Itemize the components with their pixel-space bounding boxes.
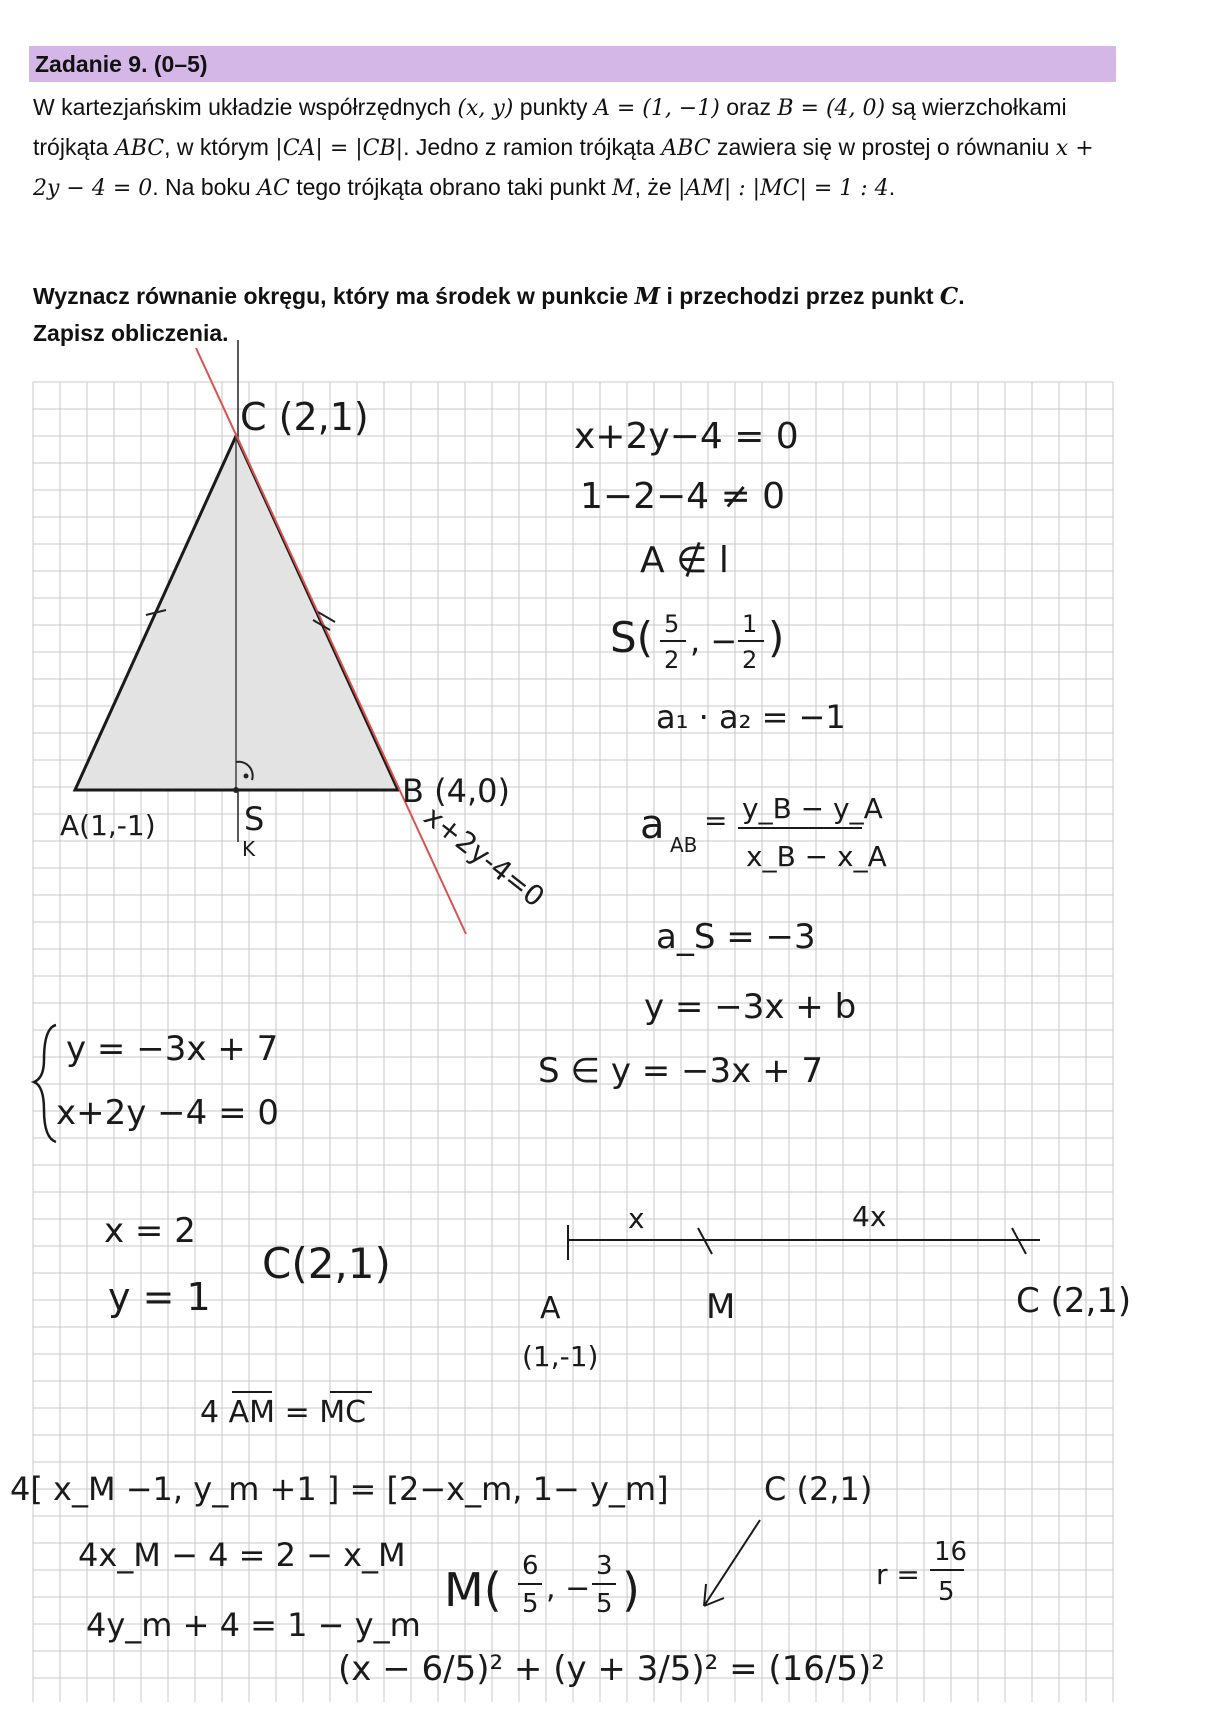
s-point-sep: , − (690, 622, 738, 660)
eq-line-s-final: S ∈ y = −3x + 7 (538, 1051, 824, 1091)
segment-label-x: x (628, 1202, 645, 1235)
problem-text: punkty (513, 94, 594, 120)
task-text: . (958, 283, 965, 309)
s-x-den: 2 (664, 646, 680, 674)
label-line-eq: x+2y-4=0 (417, 799, 551, 914)
result-x: x = 2 (104, 1211, 196, 1251)
label-s: S (244, 800, 265, 838)
problem-text: są wierzchołkami trójkąta (33, 94, 1067, 160)
s-y-den: 2 (742, 646, 758, 674)
eq-check-a: 1−2−4 ≠ 0 (580, 476, 785, 517)
math-expr: AC (257, 176, 290, 201)
math-expr: B = (4, 0) (777, 96, 886, 121)
slope-num: y_B − y_A (742, 792, 883, 825)
math-expr: M (634, 283, 661, 310)
problem-text: oraz (719, 94, 778, 120)
linear-eq-x: 4x_M − 4 = 2 − x_M (78, 1536, 406, 1574)
problem-text: . Na boku (152, 174, 258, 200)
segment-point-a: A (540, 1291, 561, 1326)
math-expr: x + 2y − 4 = 0 (33, 136, 1094, 201)
linear-eq-y: 4y_m + 4 = 1 − y_m (86, 1606, 421, 1644)
problem-text: . Jedno z ramion trójkąta (403, 134, 662, 160)
segment-coord-a: (1,-1) (522, 1340, 599, 1373)
problem-text: zawiera się w prostej o równaniu (710, 134, 1056, 160)
eq-a-not-on-l: A ∉ l (640, 540, 729, 581)
slope-eq: = (704, 804, 728, 837)
math-expr: ABC (661, 136, 711, 161)
math-expr: ABC (114, 136, 165, 161)
radius-den: 5 (938, 1577, 955, 1607)
m-point-close: ) (622, 1563, 640, 1617)
radius-label: r = (876, 1558, 920, 1591)
m-point-sep: , − (546, 1571, 591, 1606)
task-text: Zapisz obliczenia. (33, 320, 229, 346)
label-a: A(1,-1) (60, 809, 156, 842)
label-c-top: C (2,1) (240, 395, 369, 439)
label-b: B (4,0) (402, 772, 510, 810)
problem-text: , że (634, 174, 679, 200)
math-expr: A = (1, −1) (593, 96, 720, 121)
system-eq1: y = −3x + 7 (66, 1029, 279, 1069)
eq-perpendicular: a₁ · a₂ = −1 (656, 698, 846, 736)
problem-text: , w którym (164, 134, 276, 160)
vector-components: 4[ x_M −1, y_m +1 ] = [2−x_m, 1− y_m] (10, 1470, 669, 1508)
arrow-to-circle (704, 1520, 760, 1606)
s-y-num: 1 (742, 610, 758, 638)
math-expr: M (612, 176, 635, 201)
segment-point-m: M (706, 1287, 736, 1327)
label-k: K (242, 837, 256, 861)
eq-line: x+2y−4 = 0 (574, 416, 799, 457)
math-expr: |CA| = |CB| (275, 136, 404, 161)
m-x-den: 5 (522, 1589, 539, 1619)
radius-num: 16 (934, 1537, 968, 1567)
s-x-num: 5 (664, 610, 680, 638)
task-text: Wyznacz równanie okręgu, który ma środek w punkcie (33, 283, 635, 309)
eq-line-s: y = −3x + b (644, 987, 857, 1027)
s-point-open: S( (610, 613, 654, 662)
slope-sub: AB (670, 833, 698, 857)
s-point-close: ) (768, 613, 785, 662)
math-expr: (x, y) (457, 96, 514, 121)
vector-eq: 4 AM = MC (200, 1395, 367, 1430)
point-s (233, 787, 239, 793)
final-circle-equation: (x − 6/5)² + (y + 3/5)² = (16/5)² (338, 1649, 885, 1689)
problem-text: . (888, 174, 896, 200)
eq-slope-s: a_S = −3 (656, 917, 816, 957)
math-expr: |AM| : |MC| = 1 : 4 (678, 176, 889, 201)
slope-a: a (640, 802, 665, 848)
task-text: i przechodzi przez punkt (660, 283, 940, 309)
m-y-num: 3 (596, 1551, 613, 1581)
problem-text: tego trójkąta obrano taki punkt (289, 174, 613, 200)
result-y: y = 1 (108, 1275, 211, 1319)
result-c: C(2,1) (262, 1239, 391, 1288)
m-x-num: 6 (522, 1551, 539, 1581)
m-point-open: M( (444, 1563, 502, 1617)
segment-label-4x: 4x (852, 1200, 887, 1233)
right-angle-dot (244, 774, 249, 779)
system-eq2: x+2y −4 = 0 (56, 1093, 280, 1133)
m-y-den: 5 (596, 1589, 613, 1619)
task-title: Zadanie 9. (0–5) (35, 51, 208, 77)
slope-den: x_B − x_A (746, 840, 887, 873)
segment-point-c: C (2,1) (1016, 1281, 1132, 1321)
problem-text: W kartezjańskim układzie współrzędnych (33, 94, 458, 120)
c-point-right: C (2,1) (764, 1470, 873, 1508)
math-expr: C (939, 283, 959, 310)
